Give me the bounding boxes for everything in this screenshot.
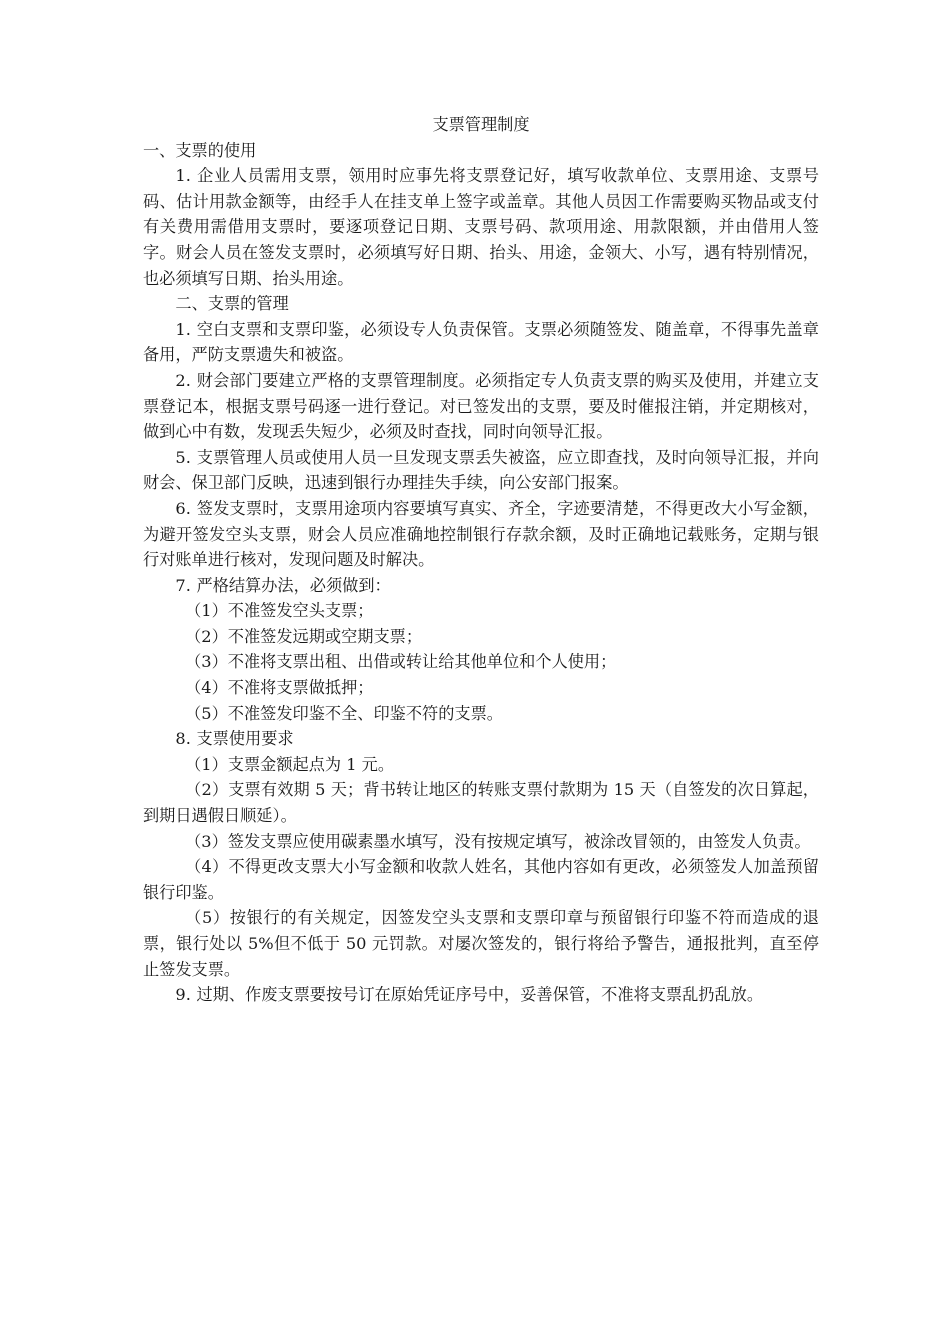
usage-item-1 <box>143 163 819 291</box>
requirement-subitem: （3）签发支票应使用碳素墨水填写，没有按规定填写，被涂改冒领的，由签发人负责。 <box>185 831 811 851</box>
rule-subitem: （2）不准签发远期或空期支票； <box>185 626 423 646</box>
management-item-7 <box>143 573 819 599</box>
item-number: 2. <box>175 370 191 390</box>
management-item-5 <box>143 445 819 496</box>
item-text: 严格结算办法，必须做到： <box>196 575 391 595</box>
item-text: 过期、作废支票要按号订在原始凭证序号中，妥善保管，不准将支票乱扔乱放。 <box>196 985 764 1005</box>
management-item-2 <box>143 368 819 445</box>
item-text: 财会部门要建立严格的支票管理制度。必须指定专人负责支票的购买及使用，并建立支票登记本，根据支票号码逐一进行登记。对已签发出的支票，要及时催报注销，并定期核对，做到心中有数，发现丢失短少，必须及时查找，同时向领导汇报。 <box>143 370 819 442</box>
item-number: 1. <box>175 166 191 186</box>
item-number: 5. <box>175 447 191 467</box>
item-number: 8. <box>175 729 191 749</box>
rule-subitem: （5）不准签发印鉴不全、印鉴不符的支票。 <box>185 703 503 723</box>
item-text: 支票管理人员或使用人员一旦发现支票丢失被盗，应立即查找，及时向领导汇报，并向财会、保卫部门反映，迅速到银行办理挂失手续，向公安部门报案。 <box>143 447 819 493</box>
item-number: 1. <box>175 319 191 339</box>
item-text: 空白支票和支票印鉴，必须设专人负责保管。支票必须随签发、随盖章，不得事先盖章备用，严防支票遗失和被盗。 <box>143 319 819 365</box>
section-heading-management: 二、支票的管理 <box>175 294 289 314</box>
document-title: 支票管理制度 <box>432 115 530 134</box>
section-heading-usage: 一、支票的使用 <box>143 140 257 160</box>
requirement-subitem: （1）支票金额起点为 1 元。 <box>185 754 395 774</box>
item-text: 企业人员需用支票，领用时应事先将支票登记好，填写收款单位、支票用途、支票号码、估计用款金额等，由经手人在挂支单上签字或盖章。其他人员因工作需要购买物品或支付有关费用需借用支票时，要逐项登记日期、支票号码、款项用途、用款限额，并由借用人签字。财会人员在签发支票时，必须填写好日期、抬头、用途，金领大、小写，遇有特别情况，也必须填写日期、抬头用途。 <box>143 166 819 288</box>
item-number: 6. <box>175 498 191 518</box>
item-text: 支票使用要求 <box>196 729 294 749</box>
requirement-subitem: （2）支票有效期 5 天；背书转让地区的转账支票付款期为 15 天（自签发的次日算起，到期日遇假日顺延）。 <box>143 780 819 826</box>
management-item-9 <box>143 982 819 1008</box>
requirement-subitem: （5）按银行的有关规定，因签发空头支票和支票印章与预留银行印鉴不符而造成的退票，银行处以 5%但不低于 50 元罚款。对屡次签发的，银行将给予警告，通报批判，直至停止签发支票。 <box>143 908 819 979</box>
management-item-8 <box>143 726 819 752</box>
document-page <box>143 112 819 1008</box>
item-number: 9. <box>175 985 191 1005</box>
rule-subitem: （4）不准将支票做抵押； <box>185 678 374 698</box>
item-text: 签发支票时，支票用途项内容要填写真实、齐全，字迹要清楚，不得更改大小写金额，为避开签发空头支票，财会人员应准确地控制银行存款余额，及时正确地记载账务，定期与银行对账单进行核对，发现问题及时解决。 <box>143 498 819 570</box>
requirement-subitem: （4）不得更改支票大小写金额和收款人姓名，其他内容如有更改，必须签发人加盖预留银行印鉴。 <box>143 857 819 902</box>
item-number: 7. <box>175 575 191 595</box>
management-item-6 <box>143 496 819 573</box>
management-item-1 <box>143 317 819 368</box>
rule-subitem: （3）不准将支票出租、出借或转让给其他单位和个人使用； <box>185 652 617 672</box>
rule-subitem: （1）不准签发空头支票； <box>185 601 374 621</box>
